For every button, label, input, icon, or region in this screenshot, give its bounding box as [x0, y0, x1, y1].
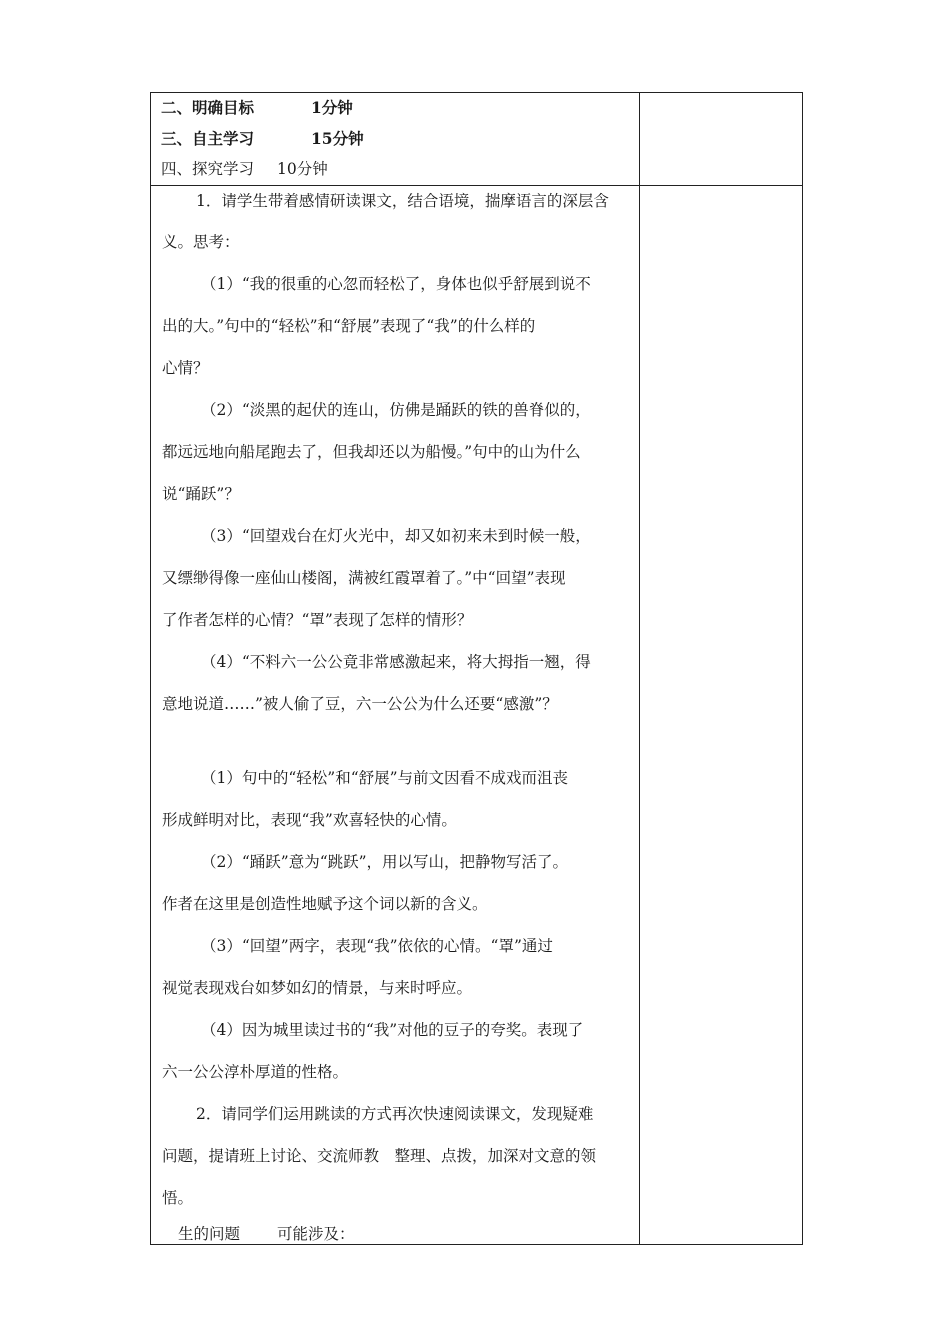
student-questions-text: 可能涉及： [277, 1225, 355, 1243]
answer-3-line2: 视觉表现戏台如梦如幻的情景，与来时呼应。 [162, 979, 473, 997]
answer-4-line2: 六一公公淳朴厚道的性格。 [162, 1063, 349, 1081]
task1-intro-line1: 1．请学生带着感情研读课文，结合语境，揣摩语言的深层含 [196, 192, 609, 210]
answer-1-line1: （1）句中的“轻松”和“舒展”与前文因看不成戏而沮丧 [201, 769, 569, 787]
question-3-line1: （3）“回望戏台在灯火光中，却又如初来未到时候一般， [201, 527, 591, 545]
question-1-line3: 心情？ [162, 359, 209, 377]
section-3-label: 三、自主学习 [161, 129, 255, 148]
section-header-cell [151, 93, 640, 186]
section-4-time: 10分钟 [277, 160, 328, 178]
answer-3-line1: （3）“回望”两字，表现“我”依依的心情。“罩”通过 [201, 937, 553, 955]
question-2-line2: 都远远地向船尾跑去了，但我却还以为船慢。”句中的山为什么 [162, 443, 581, 461]
answer-2-line1: （2）“踊跃”意为“跳跃”，用以写山，把静物写活了。 [201, 853, 569, 871]
section-header-row [151, 93, 803, 186]
task1-intro-line2: 义。思考： [162, 233, 240, 251]
section-2-time: 1分钟 [311, 98, 353, 117]
content-cell [151, 186, 640, 1245]
notes-cell-top [640, 93, 803, 186]
question-2-line3: 说“踊跃”？ [162, 485, 240, 503]
answer-2-line2: 作者在这里是创造性地赋予这个词以新的含义。 [162, 895, 488, 913]
task2-line3: 悟。 [162, 1189, 194, 1207]
lesson-plan-table [150, 92, 803, 1245]
question-3-line3: 了作者怎样的心情？“罩”表现了怎样的情形？ [162, 611, 473, 629]
question-1-line1: （1）“我的很重的心忽而轻松了，身体也似乎舒展到说不 [201, 275, 591, 293]
section-4-label: 四、探究学习 [161, 160, 255, 178]
question-3-line2: 又缥缈得像一座仙山楼阁，满被红霞罩着了。”中“回望”表现 [162, 569, 566, 587]
task2-line1: 2．请同学们运用跳读的方式再次快速阅读课文，发现疑难 [196, 1105, 594, 1123]
answer-1-line2: 形成鲜明对比，表现“我”欢喜轻快的心情。 [162, 811, 457, 829]
question-2-line1: （2）“淡黑的起伏的连山，仿佛是踊跃的铁的兽脊似的， [201, 401, 591, 419]
question-1-line2: 出的大。”句中的“轻松”和“舒展”表现了“我”的什么样的 [162, 317, 536, 335]
section-3-time: 15分钟 [311, 129, 364, 148]
task2-line2: 问题，提请班上讨论、交流师教 整理、点拨，加深对文意的领 [162, 1147, 597, 1165]
section-2-label: 二、明确目标 [161, 98, 255, 117]
student-questions-label: 生的问题 [178, 1225, 241, 1243]
content-row [151, 186, 803, 1245]
notes-cell-bottom [640, 186, 803, 1245]
answer-4-line1: （4）因为城里读过书的“我”对他的豆子的夸奖。表现了 [201, 1021, 584, 1039]
question-4-line1: （4）“不料六一公公竟非常感激起来，将大拇指一翘，得 [201, 653, 591, 671]
question-4-line2: 意地说道……”被人偷了豆，六一公公为什么还要“感激”？ [162, 695, 558, 713]
